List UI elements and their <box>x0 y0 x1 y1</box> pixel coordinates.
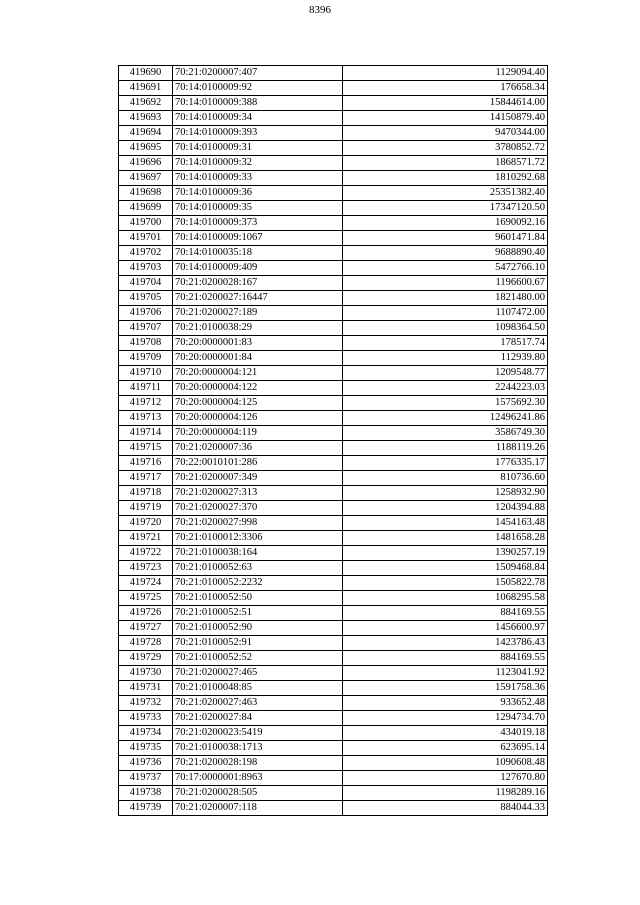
row-id-cell: 419737 <box>119 771 173 786</box>
table-row <box>119 186 548 201</box>
table-row <box>119 786 548 801</box>
cadastral-number-cell: 70:21:0200027:463 <box>173 696 343 711</box>
table-row <box>119 456 548 471</box>
table-row <box>119 471 548 486</box>
row-id-cell: 419699 <box>119 201 173 216</box>
cadastral-number-cell: 70:21:0100052:2232 <box>173 576 343 591</box>
table-row <box>119 441 548 456</box>
row-id-cell: 419727 <box>119 621 173 636</box>
table-row <box>119 621 548 636</box>
page-number: 8396 <box>309 4 331 16</box>
table-row <box>119 96 548 111</box>
row-id-cell: 419723 <box>119 561 173 576</box>
cadastral-number-cell: 70:21:0100012:3306 <box>173 531 343 546</box>
table-row <box>119 711 548 726</box>
cadastral-number-cell: 70:21:0100052:52 <box>173 651 343 666</box>
row-id-cell: 419708 <box>119 336 173 351</box>
cadastral-value-cell: 434019.18 <box>343 726 548 741</box>
cadastral-number-cell: 70:20:0000004:119 <box>173 426 343 441</box>
cadastral-value-cell: 1575692.30 <box>343 396 548 411</box>
cadastral-value-cell: 14150879.40 <box>343 111 548 126</box>
row-id-cell: 419729 <box>119 651 173 666</box>
table-row <box>119 756 548 771</box>
row-id-cell: 419707 <box>119 321 173 336</box>
row-id-cell: 419690 <box>119 66 173 81</box>
row-id-cell: 419736 <box>119 756 173 771</box>
table-row <box>119 336 548 351</box>
table-row <box>119 771 548 786</box>
cadastral-value-cell: 1505822.78 <box>343 576 548 591</box>
cadastral-value-cell: 9470344.00 <box>343 126 548 141</box>
table-row <box>119 111 548 126</box>
table-row <box>119 261 548 276</box>
row-id-cell: 419694 <box>119 126 173 141</box>
table-row <box>119 171 548 186</box>
table-row <box>119 696 548 711</box>
cadastral-number-cell: 70:14:0100009:388 <box>173 96 343 111</box>
cadastral-number-cell: 70:21:0200027:16447 <box>173 291 343 306</box>
cadastral-value-cell: 1868571.72 <box>343 156 548 171</box>
cadastral-value-cell: 9688890.40 <box>343 246 548 261</box>
cadastral-value-cell: 17347120.50 <box>343 201 548 216</box>
cadastral-number-cell: 70:21:0200027:465 <box>173 666 343 681</box>
cadastral-value-cell: 1690092.16 <box>343 216 548 231</box>
cadastral-value-cell: 884169.55 <box>343 651 548 666</box>
row-id-cell: 419725 <box>119 591 173 606</box>
cadastral-number-cell: 70:21:0100038:1713 <box>173 741 343 756</box>
row-id-cell: 419702 <box>119 246 173 261</box>
table-row <box>119 156 548 171</box>
row-id-cell: 419718 <box>119 486 173 501</box>
row-id-cell: 419726 <box>119 606 173 621</box>
table-row <box>119 201 548 216</box>
row-id-cell: 419724 <box>119 576 173 591</box>
cadastral-number-cell: 70:17:0000001:8963 <box>173 771 343 786</box>
table-row <box>119 501 548 516</box>
cadastral-value-cell: 3586749.30 <box>343 426 548 441</box>
cadastral-value-cell: 810736.60 <box>343 471 548 486</box>
row-id-cell: 419716 <box>119 456 173 471</box>
row-id-cell: 419733 <box>119 711 173 726</box>
table-row <box>119 591 548 606</box>
cadastral-number-cell: 70:20:0000004:126 <box>173 411 343 426</box>
cadastral-number-cell: 70:21:0100048:85 <box>173 681 343 696</box>
cadastral-value-cell: 5472766.10 <box>343 261 548 276</box>
cadastral-value-cell: 1188119.26 <box>343 441 548 456</box>
cadastral-value-cell: 1821480.00 <box>343 291 548 306</box>
row-id-cell: 419710 <box>119 366 173 381</box>
row-id-cell: 419735 <box>119 741 173 756</box>
table-row <box>119 486 548 501</box>
row-id-cell: 419734 <box>119 726 173 741</box>
table-row <box>119 306 548 321</box>
row-id-cell: 419697 <box>119 171 173 186</box>
table-row <box>119 636 548 651</box>
cadastral-value-cell: 884044.33 <box>343 801 548 816</box>
cadastral-number-cell: 70:20:0000001:83 <box>173 336 343 351</box>
table-row <box>119 381 548 396</box>
cadastral-number-cell: 70:14:0100009:34 <box>173 111 343 126</box>
cadastral-number-cell: 70:14:0100009:92 <box>173 81 343 96</box>
table-row <box>119 531 548 546</box>
row-id-cell: 419700 <box>119 216 173 231</box>
cadastral-value-cell: 2244223.03 <box>343 381 548 396</box>
cadastral-value-cell: 12496241.86 <box>343 411 548 426</box>
cadastral-value-cell: 1481658.28 <box>343 531 548 546</box>
row-id-cell: 419722 <box>119 546 173 561</box>
cadastral-value-cell: 1509468.84 <box>343 561 548 576</box>
row-id-cell: 419709 <box>119 351 173 366</box>
cadastral-value-cell: 1090608.48 <box>343 756 548 771</box>
cadastral-number-cell: 70:14:0100009:31 <box>173 141 343 156</box>
table-row <box>119 681 548 696</box>
row-id-cell: 419706 <box>119 306 173 321</box>
table-row <box>119 141 548 156</box>
table-row <box>119 606 548 621</box>
cadastral-value-cell: 25351382.40 <box>343 186 548 201</box>
table-row <box>119 561 548 576</box>
row-id-cell: 419713 <box>119 411 173 426</box>
table-row <box>119 126 548 141</box>
cadastral-number-cell: 70:21:0100052:50 <box>173 591 343 606</box>
row-id-cell: 419732 <box>119 696 173 711</box>
cadastral-value-cell: 15844614.00 <box>343 96 548 111</box>
cadastral-number-cell: 70:21:0100052:90 <box>173 621 343 636</box>
row-id-cell: 419691 <box>119 81 173 96</box>
row-id-cell: 419720 <box>119 516 173 531</box>
cadastral-value-cell: 1258932.90 <box>343 486 548 501</box>
table-body <box>119 66 548 816</box>
cadastral-number-cell: 70:20:0000004:125 <box>173 396 343 411</box>
cadastral-number-cell: 70:14:0100009:409 <box>173 261 343 276</box>
cadastral-number-cell: 70:22:0010101:286 <box>173 456 343 471</box>
table-row <box>119 291 548 306</box>
table-row <box>119 741 548 756</box>
cadastral-value-cell: 1198289.16 <box>343 786 548 801</box>
cadastral-number-cell: 70:21:0200027:313 <box>173 486 343 501</box>
table-row <box>119 546 548 561</box>
table-row <box>119 576 548 591</box>
cadastral-number-cell: 70:20:0000001:84 <box>173 351 343 366</box>
cadastral-number-cell: 70:14:0100009:1067 <box>173 231 343 246</box>
cadastral-number-cell: 70:21:0100038:29 <box>173 321 343 336</box>
row-id-cell: 419715 <box>119 441 173 456</box>
cadastral-value-cell: 1810292.68 <box>343 171 548 186</box>
cadastral-number-cell: 70:14:0100009:35 <box>173 201 343 216</box>
cadastral-value-table <box>118 65 548 816</box>
cadastral-number-cell: 70:21:0200028:505 <box>173 786 343 801</box>
cadastral-value-cell: 1204394.88 <box>343 501 548 516</box>
table-row <box>119 651 548 666</box>
row-id-cell: 419695 <box>119 141 173 156</box>
table-row <box>119 216 548 231</box>
cadastral-value-cell: 1098364.50 <box>343 321 548 336</box>
table-row <box>119 426 548 441</box>
row-id-cell: 419705 <box>119 291 173 306</box>
table-row <box>119 666 548 681</box>
cadastral-value-cell: 1209548.77 <box>343 366 548 381</box>
row-id-cell: 419696 <box>119 156 173 171</box>
cadastral-number-cell: 70:21:0100052:51 <box>173 606 343 621</box>
cadastral-value-cell: 127670.80 <box>343 771 548 786</box>
cadastral-value-cell: 1294734.70 <box>343 711 548 726</box>
cadastral-number-cell: 70:21:0200023:5419 <box>173 726 343 741</box>
cadastral-value-cell: 1068295.58 <box>343 591 548 606</box>
row-id-cell: 419717 <box>119 471 173 486</box>
cadastral-number-cell: 70:21:0200027:189 <box>173 306 343 321</box>
cadastral-value-cell: 1776335.17 <box>343 456 548 471</box>
cadastral-number-cell: 70:21:0200007:36 <box>173 441 343 456</box>
cadastral-value-cell: 933652.48 <box>343 696 548 711</box>
table-row <box>119 726 548 741</box>
row-id-cell: 419714 <box>119 426 173 441</box>
table-row <box>119 516 548 531</box>
cadastral-number-cell: 70:21:0200007:407 <box>173 66 343 81</box>
cadastral-number-cell: 70:14:0100009:393 <box>173 126 343 141</box>
cadastral-number-cell: 70:21:0200027:370 <box>173 501 343 516</box>
row-id-cell: 419739 <box>119 801 173 816</box>
cadastral-number-cell: 70:21:0200028:198 <box>173 756 343 771</box>
cadastral-number-cell: 70:20:0000004:121 <box>173 366 343 381</box>
row-id-cell: 419704 <box>119 276 173 291</box>
cadastral-value-cell: 178517.74 <box>343 336 548 351</box>
cadastral-value-cell: 1123041.92 <box>343 666 548 681</box>
row-id-cell: 419719 <box>119 501 173 516</box>
table-row <box>119 351 548 366</box>
cadastral-number-cell: 70:14:0100009:32 <box>173 156 343 171</box>
table-row <box>119 366 548 381</box>
table-row <box>119 411 548 426</box>
cadastral-number-cell: 70:14:0100009:36 <box>173 186 343 201</box>
cadastral-value-cell: 1423786.43 <box>343 636 548 651</box>
table-row <box>119 81 548 96</box>
cadastral-number-cell: 70:14:0100009:373 <box>173 216 343 231</box>
cadastral-number-cell: 70:21:0200027:998 <box>173 516 343 531</box>
cadastral-number-cell: 70:21:0200027:84 <box>173 711 343 726</box>
row-id-cell: 419698 <box>119 186 173 201</box>
cadastral-number-cell: 70:14:0100009:33 <box>173 171 343 186</box>
cadastral-number-cell: 70:21:0100052:63 <box>173 561 343 576</box>
table-row <box>119 66 548 81</box>
row-id-cell: 419693 <box>119 111 173 126</box>
cadastral-number-cell: 70:20:0000004:122 <box>173 381 343 396</box>
row-id-cell: 419701 <box>119 231 173 246</box>
row-id-cell: 419703 <box>119 261 173 276</box>
cadastral-value-cell: 1129094.40 <box>343 66 548 81</box>
table-row <box>119 321 548 336</box>
row-id-cell: 419721 <box>119 531 173 546</box>
row-id-cell: 419730 <box>119 666 173 681</box>
row-id-cell: 419738 <box>119 786 173 801</box>
row-id-cell: 419711 <box>119 381 173 396</box>
cadastral-value-cell: 884169.55 <box>343 606 548 621</box>
cadastral-number-cell: 70:21:0200028:167 <box>173 276 343 291</box>
table-row <box>119 231 548 246</box>
cadastral-number-cell: 70:21:0100052:91 <box>173 636 343 651</box>
cadastral-value-cell: 1456600.97 <box>343 621 548 636</box>
table-row <box>119 246 548 261</box>
cadastral-value-cell: 112939.80 <box>343 351 548 366</box>
cadastral-value-cell: 623695.14 <box>343 741 548 756</box>
cadastral-number-cell: 70:14:0100035:18 <box>173 246 343 261</box>
row-id-cell: 419692 <box>119 96 173 111</box>
table-row <box>119 276 548 291</box>
table-row <box>119 801 548 816</box>
cadastral-number-cell: 70:21:0100038:164 <box>173 546 343 561</box>
cadastral-number-cell: 70:21:0200007:349 <box>173 471 343 486</box>
table-row <box>119 396 548 411</box>
cadastral-value-cell: 9601471.84 <box>343 231 548 246</box>
cadastral-value-cell: 3780852.72 <box>343 141 548 156</box>
cadastral-value-cell: 1107472.00 <box>343 306 548 321</box>
row-id-cell: 419731 <box>119 681 173 696</box>
cadastral-number-cell: 70:21:0200007:118 <box>173 801 343 816</box>
cadastral-value-cell: 1390257.19 <box>343 546 548 561</box>
cadastral-value-cell: 1454163.48 <box>343 516 548 531</box>
cadastral-value-cell: 1196600.67 <box>343 276 548 291</box>
cadastral-value-cell: 1591758.36 <box>343 681 548 696</box>
row-id-cell: 419712 <box>119 396 173 411</box>
row-id-cell: 419728 <box>119 636 173 651</box>
cadastral-value-cell: 176658.34 <box>343 81 548 96</box>
